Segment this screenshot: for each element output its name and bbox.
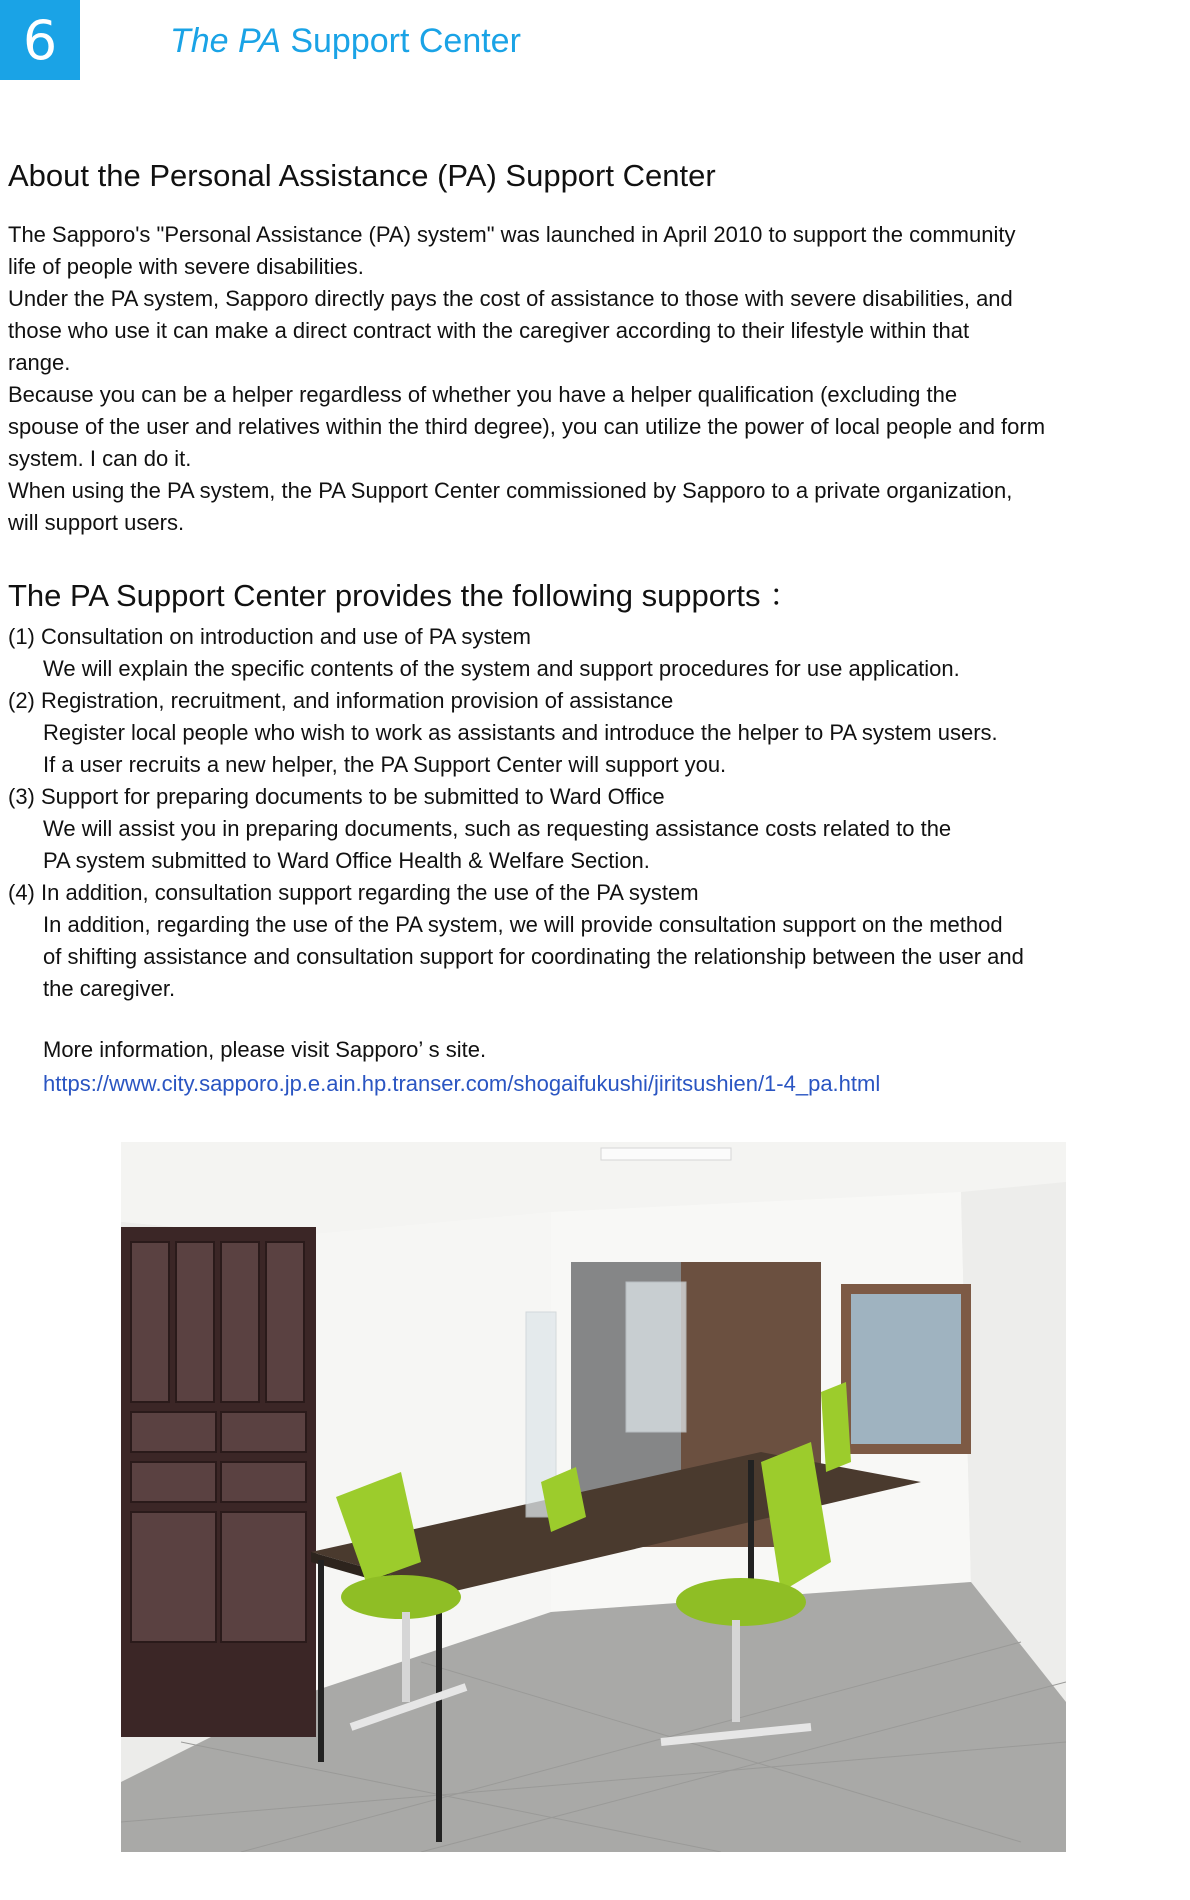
sapporo-site-link[interactable]: https://www.city.sapporo.jp.e.ain.hp.transer.com/shogaifukushi/jiritsushien/1-4_pa.html (43, 1071, 881, 1096)
about-heading: About the Personal Assistance (PA) Support Center (8, 158, 716, 193)
about-line: range. (8, 350, 71, 375)
more-info-text: More information, please visit Sapporo’ s site. (43, 1037, 487, 1062)
support-item-desc: Register local people who wish to work as assistants and introduce the helper to PA system users. (43, 720, 998, 745)
about-line: Because you can be a helper regardless of whether you have a helper qualification (excluding the (8, 382, 958, 407)
support-item-desc: PA system submitted to Ward Office Health & Welfare Section. (43, 848, 650, 873)
page-title-italic: The PA (170, 22, 281, 60)
supports-list (8, 621, 1024, 1005)
section-number-badge (0, 0, 80, 80)
about-line: When using the PA system, the PA Support Center commissioned by Sapporo to a private organization, (8, 478, 1013, 503)
support-item (8, 685, 1024, 781)
about-line: The Sapporo's "Personal Assistance (PA) system" was launched in April 2010 to support the community (8, 222, 1016, 247)
support-item-desc: In addition, regarding the use of the PA system, we will provide consultation support on the method (43, 912, 1003, 937)
window-glass (851, 1294, 961, 1444)
ceiling-light (601, 1148, 731, 1160)
about-line: spouse of the user and relatives within the third degree), you can utilize the power of local people and form (8, 414, 1046, 439)
support-item (8, 781, 1024, 877)
support-item (8, 621, 1024, 685)
about-line: those who use it can make a direct contract with the caregiver according to their lifestyle within that (8, 318, 970, 343)
support-item-title: (3) Support for preparing documents to be submitted to Ward Office (8, 784, 665, 809)
about-line: system. I can do it. (8, 446, 192, 471)
section-number: 6 (22, 8, 58, 72)
supports-heading: The PA Support Center provides the following supports ： (8, 578, 801, 613)
about-body (8, 219, 1190, 539)
page-title (170, 22, 521, 61)
support-item-title: (1) Consultation on introduction and use of PA system (8, 624, 531, 649)
support-item-title: (4) In addition, consultation support regarding the use of the PA system (8, 880, 699, 905)
about-line: will support users. (8, 510, 185, 535)
support-item-desc: We will explain the specific contents of the system and support procedures for use application. (43, 656, 960, 681)
support-item-desc: If a user recruits a new helper, the PA Support Center will support you. (43, 752, 727, 777)
support-item-title: (2) Registration, recruitment, and information provision of assistance (8, 688, 674, 713)
support-item (8, 877, 1024, 1005)
page-title-rest: Support Center (290, 22, 521, 60)
support-item-desc: of shifting assistance and consultation support for coordinating the relationship between the user and (43, 944, 1024, 969)
about-line: Under the PA system, Sapporo directly pays the cost of assistance to those with severe disabilities, and (8, 286, 1013, 311)
support-item-desc: the caregiver. (43, 976, 176, 1001)
office-photo (121, 1142, 1066, 1852)
about-line: life of people with severe disabilities. (8, 254, 364, 279)
support-item-desc: We will assist you in preparing documents, such as requesting assistance costs related to the (43, 816, 952, 841)
